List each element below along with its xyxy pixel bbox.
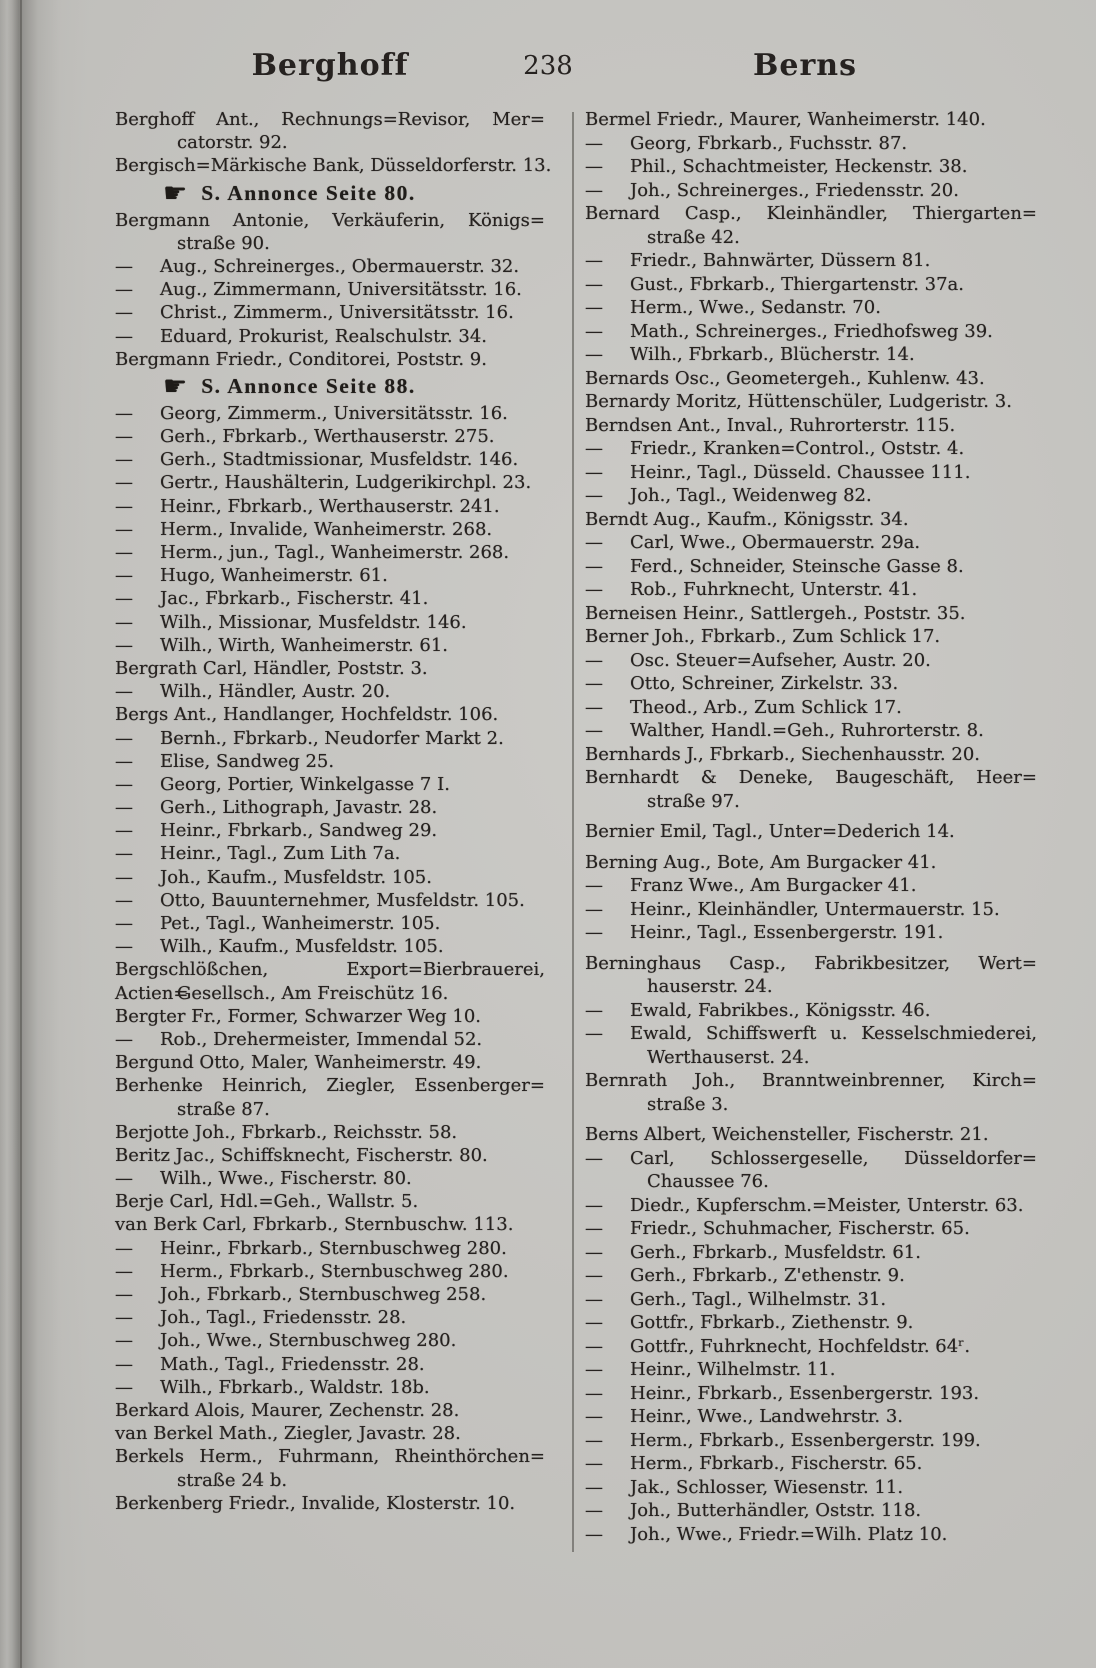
directory-entry-line: Bernhards J., Fbrkarb., Siechenhausstr. 20.	[585, 743, 980, 765]
directory-entry-line: — Herm., Fbrkarb., Sternbuschweg 280.	[115, 1260, 509, 1282]
header-keyword-right: Berns	[753, 48, 857, 83]
directory-entry-line: — Herm., Wwe., Sedanstr. 70.	[585, 297, 881, 318]
directory-entry-line: — Georg, Portier, Winkelgasse 7 I.	[115, 773, 450, 795]
directory-entry-line: — Friedr., Kranken=Control., Oststr. 4.	[585, 438, 965, 459]
directory-entry-line: Berkard Alois, Maurer, Zechenstr. 28.	[115, 1399, 460, 1421]
directory-entry-line: Berje Carl, Hdl.=Geh., Wallstr. 5.	[115, 1191, 419, 1213]
directory-entry-line: — Math., Schreinerges., Friedhofsweg 39.	[585, 320, 993, 342]
directory-entry-line: — Diedr., Kupferschm.=Meister, Unterstr. 63.	[585, 1194, 1024, 1216]
directory-entry-line: — Gerh., Fbrkarb., Z'ethenstr. 9.	[585, 1265, 905, 1286]
directory-entry-line: Bergmann Friedr., Conditorei, Poststr. 9.	[115, 348, 487, 370]
manicule-icon: ☛	[163, 177, 188, 209]
directory-entry-line: — Theod., Arb., Zum Schlick 17.	[585, 696, 902, 718]
directory-entry-line: — Phil., Schachtmeister, Heckenstr. 38.	[585, 156, 968, 177]
page-number: 238	[523, 51, 573, 81]
directory-entry-line: Beritz Jac., Schiffsknecht, Fischerstr. 80.	[115, 1144, 488, 1166]
directory-entry-line: van Berkel Math., Ziegler, Javastr. 28.	[115, 1423, 461, 1445]
entry-continuation-line: catorstr. 92.	[177, 132, 288, 154]
directory-entry-line: Bergund Otto, Maler, Wanheimerstr. 49.	[115, 1052, 482, 1074]
directory-entry-line: — Georg, Zimmerm., Universitätsstr. 16.	[115, 402, 508, 424]
entry-continuation-line: straße 3.	[647, 1093, 729, 1115]
directory-entry-line: Berner Joh., Fbrkarb., Zum Schlick 17.	[585, 626, 941, 647]
entry-continuation-line: Gesellsch., Am Freischütz 16.	[177, 982, 449, 1004]
directory-entry-line: — Eduard, Prokurist, Realschulstr. 34.	[115, 325, 488, 347]
directory-entry-line: Bernard Casp., Kleinhändler, Thiergarten=	[585, 203, 1037, 224]
directory-entry-line: — Osc. Steuer=Aufseher, Austr. 20.	[585, 649, 931, 671]
directory-entry-line: Bermel Friedr., Maurer, Wanheimerstr. 140.	[585, 109, 986, 130]
annonce-line	[115, 371, 545, 402]
directory-entry-line: Bernier Emil, Tagl., Unter=Dederich 14.	[585, 821, 955, 842]
entry-continuation-line: straße 90.	[177, 232, 270, 254]
header-keyword-left: Berghoff	[251, 48, 409, 83]
directory-entry-line: Bernhardt & Deneke, Baugeschäft, Heer=	[585, 767, 1037, 788]
directory-entry-line: — Wilh., Kaufm., Musfeldstr. 105.	[115, 936, 444, 958]
directory-entry-line: — Joh., Fbrkarb., Sternbuschweg 258.	[115, 1284, 487, 1305]
directory-entry-line: — Gerh., Tagl., Wilhelmstr. 31.	[585, 1288, 887, 1310]
directory-entry-line: Berhenke Heinrich, Ziegler, Essenberger=	[115, 1075, 545, 1097]
directory-entry-line: Bergs Ant., Handlanger, Hochfeldstr. 106.	[115, 704, 499, 726]
directory-entry-line: — Joh., Tagl., Friedensstr. 28.	[115, 1307, 407, 1329]
directory-entry-line: — Wilh., Wirth, Wanheimerstr. 61.	[115, 634, 449, 656]
directory-entry-line: Berninghaus Casp., Fabrikbesitzer, Wert=	[585, 952, 1037, 974]
directory-entry-line: — Joh., Kaufm., Musfeldstr. 105.	[115, 866, 432, 888]
directory-entry-line: — Heinr., Kleinhändler, Untermauerstr. 15.	[585, 898, 1000, 920]
directory-entry-line: van Berk Carl, Fbrkarb., Sternbuschw. 113.	[115, 1214, 514, 1236]
directory-entry-line: Bergmann Antonie, Verkäuferin, Königs=	[115, 209, 545, 231]
directory-entry-line: Berkels Herm., Fuhrmann, Rheinthörchen=	[115, 1446, 545, 1468]
directory-entry-line: — Gerh., Stadtmissionar, Musfeldstr. 146.	[115, 449, 519, 471]
directory-entry-line: Berghoff Ant., Rechnungs=Revisor, Mer=	[115, 109, 545, 130]
directory-entry-line: Bergrath Carl, Händler, Poststr. 3.	[115, 657, 428, 679]
directory-entry-line: — Herm., Fbrkarb., Essenbergerstr. 199.	[585, 1429, 981, 1451]
entry-continuation-line: straße 87.	[177, 1098, 270, 1120]
directory-entry-line: — Heinr., Fbrkarb., Werthauserstr. 241.	[115, 495, 500, 517]
directory-entry-line: — Ferd., Schneider, Steinsche Gasse 8.	[585, 555, 964, 577]
directory-entry-line: — Heinr., Wilhelmstr. 11.	[585, 1359, 836, 1380]
directory-entry-line: — Wilh., Missionar, Musfeldstr. 146.	[115, 611, 467, 633]
directory-entry-line: Berneisen Heinr., Sattlergeh., Poststr. 35.	[585, 602, 966, 624]
directory-entry-line: — Carl, Wwe., Obermauerstr. 29a.	[585, 532, 921, 553]
manicule-icon: ☛	[163, 370, 188, 402]
entry-continuation-line: straße 42.	[647, 226, 740, 248]
right-column	[585, 108, 1037, 1546]
directory-entry-line: — Ewald, Fabrikbes., Königsstr. 46.	[585, 999, 931, 1021]
directory-entry-line: Berkenberg Friedr., Invalide, Klosterstr. 10.	[115, 1492, 516, 1514]
directory-entry-line: — Pet., Tagl., Wanheimerstr. 105.	[115, 913, 441, 934]
entry-continuation-line: straße 97.	[647, 790, 740, 812]
directory-entry-line: — Elise, Sandweg 25.	[115, 750, 335, 772]
directory-entry-line: — Joh., Wwe., Sternbuschweg 280.	[115, 1330, 457, 1352]
page-edge-shadow	[20, 0, 22, 1668]
directory-entry-line: — Otto, Schreiner, Zirkelstr. 33.	[585, 673, 899, 694]
column-divider	[572, 112, 574, 1552]
directory-entry-line: — Aug., Zimmermann, Universitätsstr. 16.	[115, 279, 522, 301]
directory-entry-line: — Wilh., Wwe., Fischerstr. 80.	[115, 1168, 412, 1190]
directory-entry-line: — Friedr., Bahnwärter, Düssern 81.	[585, 250, 931, 271]
directory-entry-line: — Otto, Bauunternehmer, Musfeldstr. 105.	[115, 889, 525, 911]
directory-entry-line: — Rob., Fuhrknecht, Unterstr. 41.	[585, 579, 918, 600]
directory-entry-line: — Herm., jun., Tagl., Wanheimerstr. 268.	[115, 542, 510, 563]
page-header	[0, 48, 1096, 88]
entry-continuation-line: straße 24 b.	[177, 1469, 288, 1491]
directory-entry-line: — Joh., Schreinerges., Friedensstr. 20.	[585, 179, 959, 201]
directory-entry-line: — Heinr., Tagl., Düsseld. Chaussee 111.	[585, 461, 971, 483]
directory-entry-line: — Carl, Schlossergeselle, Düsseldorfer=	[585, 1147, 1037, 1169]
directory-entry-line: — Gerh., Fbrkarb., Musfeldstr. 61.	[585, 1241, 921, 1263]
directory-entry-line: — Math., Tagl., Friedensstr. 28.	[115, 1353, 425, 1375]
directory-entry-line: — Walther, Handl.=Geh., Ruhrorterstr. 8.	[585, 720, 984, 741]
directory-entry-line: — Herm., Invalide, Wanheimerstr. 268.	[115, 518, 493, 540]
entry-continuation-line: Chaussee 76.	[647, 1171, 769, 1192]
directory-entry-line: — Heinr., Tagl., Essenbergerstr. 191.	[585, 922, 944, 943]
directory-entry-line: Berning Aug., Bote, Am Burgacker 41.	[585, 851, 937, 873]
directory-entry-line: Bergter Fr., Former, Schwarzer Weg 10.	[115, 1005, 482, 1027]
annonce-label: S. Annonce Seite 80.	[201, 180, 416, 205]
directory-entry-line: — Ewald, Schiffswerft u. Kesselschmiederei,	[585, 1023, 1037, 1044]
directory-entry-line: — Wilh., Händler, Austr. 20.	[115, 681, 391, 703]
directory-entry-line: Berjotte Joh., Fbrkarb., Reichsstr. 58.	[115, 1121, 458, 1143]
directory-entry-line: — Wilh., Fbrkarb., Waldstr. 18b.	[115, 1376, 430, 1398]
directory-entry-line: Bernards Osc., Geometergeh., Kuhlenw. 43.	[585, 367, 985, 389]
directory-entry-line: Berndsen Ant., Inval., Ruhrorterstr. 115.	[585, 414, 956, 436]
directory-entry-line: — Bernh., Fbrkarb., Neudorfer Markt 2.	[115, 727, 504, 749]
directory-entry-line: — Friedr., Schuhmacher, Fischerstr. 65.	[585, 1218, 970, 1239]
directory-entry-line: — Heinr., Wwe., Landwehrstr. 3.	[585, 1406, 903, 1427]
directory-entry-line: Berns Albert, Weichensteller, Fischerstr. 21.	[585, 1124, 989, 1145]
directory-entry-line: — Christ., Zimmerm., Universitätsstr. 16.	[115, 302, 514, 324]
directory-entry-line: — Gottfr., Fbrkarb., Ziethenstr. 9.	[585, 1312, 914, 1333]
directory-entry-line: — Rob., Drehermeister, Immendal 52.	[115, 1028, 483, 1050]
directory-entry-line: — Gertr., Haushälterin, Ludgerikirchpl. 23.	[115, 472, 532, 494]
directory-entry-line: — Heinr., Fbrkarb., Sandweg 29.	[115, 820, 438, 842]
directory-entry-line: — Gust., Fbrkarb., Thiergartenstr. 37a.	[585, 273, 965, 295]
directory-entry-line: Bergschlößchen, Export=Bierbrauerei, Actien=	[115, 959, 545, 1004]
directory-entry-line: Bernrath Joh., Branntweinbrenner, Kirch=	[585, 1070, 1037, 1091]
annonce-label: S. Annonce Seite 88.	[201, 373, 416, 398]
directory-entry-line: — Georg, Fbrkarb., Fuchsstr. 87.	[585, 132, 908, 154]
directory-entry-line: — Heinr., Fbrkarb., Sternbuschweg 280.	[115, 1237, 507, 1259]
directory-entry-line: Berndt Aug., Kaufm., Königsstr. 34.	[585, 508, 909, 530]
directory-entry-line: — Herm., Fbrkarb., Fischerstr. 65.	[585, 1453, 923, 1474]
directory-entry-line: — Gerh., Lithograph, Javastr. 28.	[115, 797, 438, 819]
directory-entry-line: Bernardy Moritz, Hüttenschüler, Ludgeristr. 3.	[585, 391, 1012, 412]
directory-entry-line: — Gerh., Fbrkarb., Werthauserstr. 275.	[115, 426, 495, 448]
directory-entry-line: — Franz Wwe., Am Burgacker 41.	[585, 875, 917, 896]
annonce-line	[115, 178, 545, 209]
directory-entry-line: — Hugo, Wanheimerstr. 61.	[115, 565, 388, 587]
directory-entry-line: — Joh., Tagl., Weidenweg 82.	[585, 485, 872, 506]
directory-entry-line: — Jak., Schlosser, Wiesenstr. 11.	[585, 1476, 904, 1498]
directory-entry-line: — Heinr., Fbrkarb., Essenbergerstr. 193.	[585, 1382, 980, 1404]
directory-entry-line: — Joh., Wwe., Friedr.=Wilh. Platz 10.	[585, 1523, 948, 1545]
entry-continuation-line: hauserstr. 24.	[647, 976, 773, 997]
directory-entry-line: — Aug., Schreinerges., Obermauerstr. 32.	[115, 255, 520, 277]
directory-entry-line: — Gottfr., Fuhrknecht, Hochfeldstr. 64ʳ.	[585, 1335, 971, 1357]
left-column	[115, 108, 552, 1515]
entry-continuation-line: Werthauserst. 24.	[647, 1046, 810, 1068]
directory-entry-line: — Heinr., Tagl., Zum Lith 7a.	[115, 843, 401, 865]
directory-entry-line: — Wilh., Fbrkarb., Blücherstr. 14.	[585, 344, 915, 365]
directory-entry-line: Bergisch=Märkische Bank, Düsseldorferstr. 13.	[115, 155, 552, 177]
directory-entry-line: — Jac., Fbrkarb., Fischerstr. 41.	[115, 588, 429, 610]
directory-entry-line: — Joh., Butterhändler, Oststr. 118.	[585, 1500, 922, 1521]
